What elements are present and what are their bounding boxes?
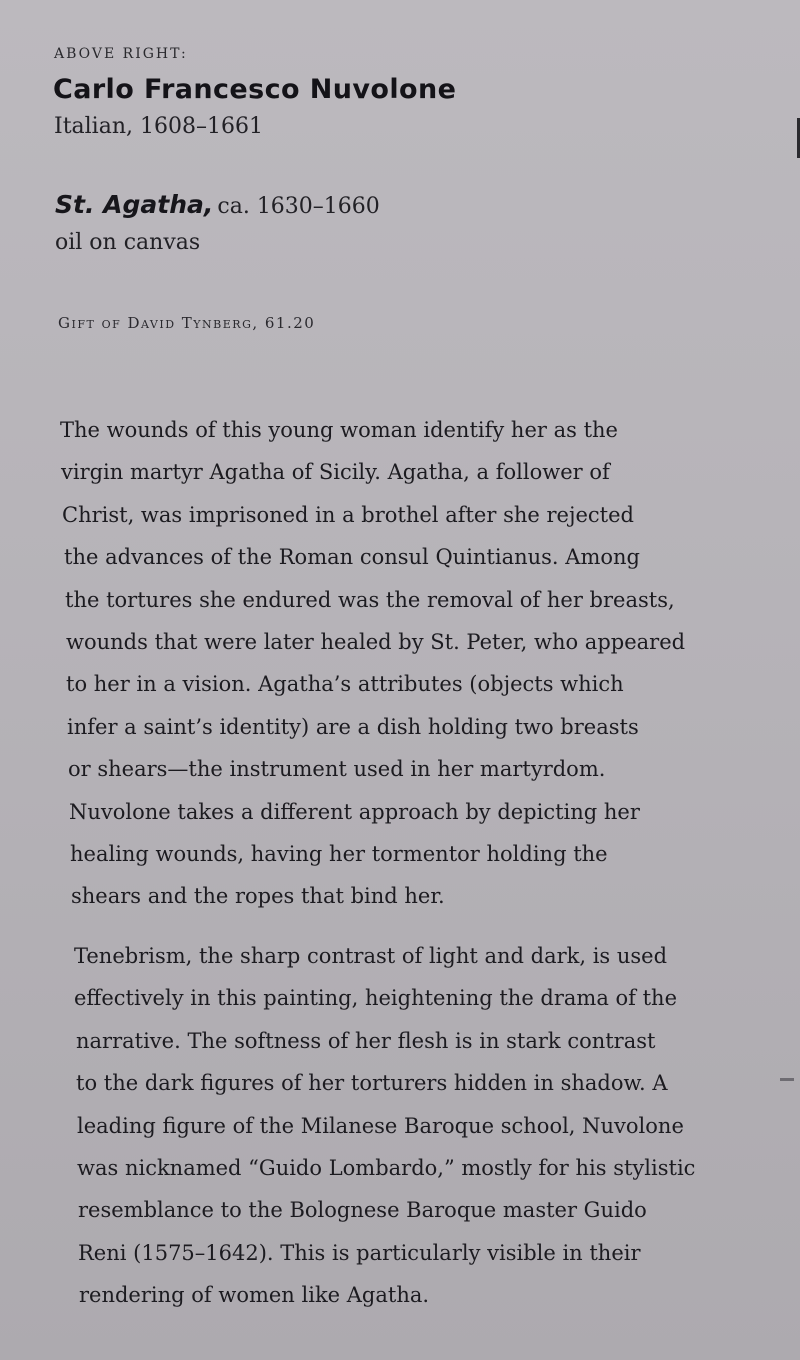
text-line: rendering of women like Agatha. xyxy=(79,1283,430,1308)
text-line: Reni (1575–1642). This is particularly visible in their xyxy=(78,1240,641,1265)
artist-nationality-dates: Italian, 1608–1661 xyxy=(54,114,263,139)
text-line: Christ, was imprisoned in a brothel after she rejected xyxy=(62,502,634,527)
position-note: ABOVE RIGHT: xyxy=(54,46,188,62)
text-line: shears and the ropes that bind her. xyxy=(71,884,445,909)
artwork-medium: oil on canvas xyxy=(55,230,201,255)
text-line: was nicknamed “Guido Lombardo,” mostly for his stylistic xyxy=(77,1155,696,1180)
text-line: narrative. The softness of her flesh is in stark contrast xyxy=(76,1028,656,1053)
description-paragraph-2 xyxy=(60,935,695,1317)
text-line: The wounds of this young woman identify her as the xyxy=(60,418,618,442)
text-line: Tenebrism, the sharp contrast of light and dark, is used xyxy=(74,944,668,968)
artist-name: Carlo Francesco Nuvolone xyxy=(53,74,457,105)
credit-line: Gift of David Tynberg, 61.20 xyxy=(58,314,316,332)
edge-tick xyxy=(780,1078,794,1081)
text-line: leading figure of the Milanese Baroque school, Nuvolone xyxy=(77,1113,684,1138)
text-line: wounds that were later healed by St. Peter, who appeared xyxy=(66,629,686,654)
artwork-title: St. Agatha, xyxy=(55,190,214,219)
text-line: to the dark figures of her torturers hidden in shadow. A xyxy=(76,1071,668,1096)
artwork-title-line xyxy=(55,190,380,219)
text-line: to her in a vision. Agatha’s attributes (objects which xyxy=(66,672,624,697)
text-line: Nuvolone takes a different approach by depicting her xyxy=(69,799,640,824)
text-line: the tortures she endured was the removal of her breasts, xyxy=(65,587,675,612)
text-line: virgin martyr Agatha of Sicily. Agatha, a follower of xyxy=(61,460,610,485)
artwork-date: ca. 1630–1660 xyxy=(217,194,380,219)
text-line: healing wounds, having her tormentor holding the xyxy=(70,841,608,866)
text-line: resemblance to the Bolognese Baroque master Guido xyxy=(78,1198,647,1223)
text-line: effectively in this painting, heightening the drama of the xyxy=(74,986,678,1011)
text-line: the advances of the Roman consul Quintianus. Among xyxy=(64,545,640,570)
text-line: infer a saint’s identity) are a dish holding two breasts xyxy=(67,714,639,739)
description-paragraph-1 xyxy=(60,409,685,918)
text-line: or shears—the instrument used in her martyrdom. xyxy=(68,757,606,782)
